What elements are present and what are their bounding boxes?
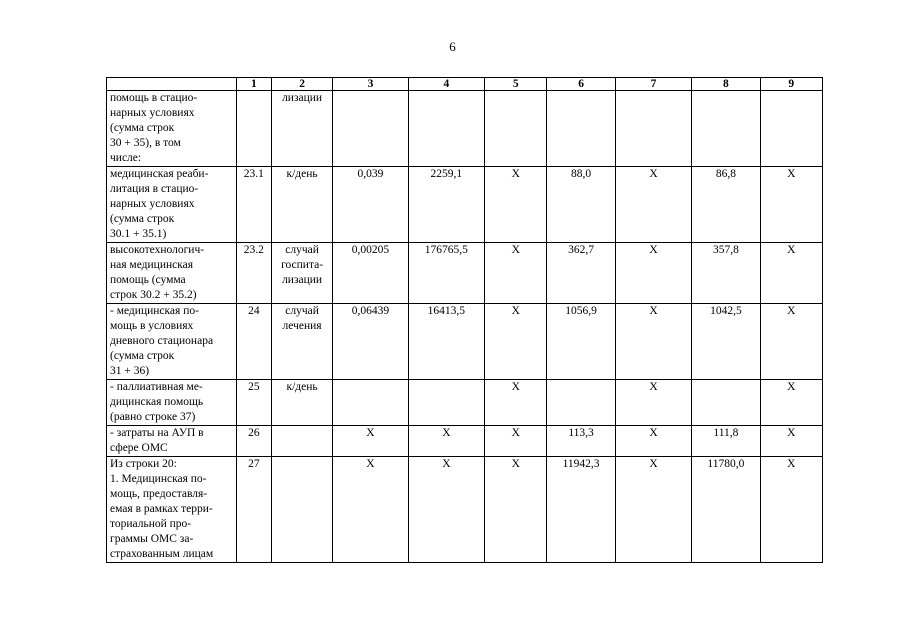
header-cell: 9 — [760, 78, 822, 91]
table-cell — [485, 91, 547, 167]
table-cell: к/день — [271, 167, 332, 243]
table-cell: случай лечения — [271, 304, 332, 380]
table-row — [107, 167, 823, 243]
table-cell — [236, 91, 271, 167]
table-cell: 27 — [236, 457, 271, 563]
table-cell — [408, 380, 484, 426]
row-name-cell: Из строки 20: 1. Медицинская по- мощь, предоставля- емая в рамках терри- ториальной про- граммы ОМС за- страхованным лицам — [107, 457, 237, 563]
table-cell: 0,039 — [333, 167, 408, 243]
table-header-row — [107, 78, 823, 91]
header-cell: 2 — [271, 78, 332, 91]
header-cell: 5 — [485, 78, 547, 91]
table-cell: 357,8 — [692, 243, 760, 304]
header-cell: 6 — [547, 78, 615, 91]
table-row — [107, 243, 823, 304]
table-cell: Х — [485, 167, 547, 243]
table-cell — [271, 426, 332, 457]
table-cell: Х — [485, 243, 547, 304]
table-cell — [408, 91, 484, 167]
table-cell: 16413,5 — [408, 304, 484, 380]
table-cell: 86,8 — [692, 167, 760, 243]
table-cell: 11780,0 — [692, 457, 760, 563]
table-cell: 23.1 — [236, 167, 271, 243]
row-name-cell: высокотехнологич- ная медицинская помощь (сумма строк 30.2 + 35.2) — [107, 243, 237, 304]
table-cell — [760, 91, 822, 167]
table-cell: Х — [615, 457, 691, 563]
table-row — [107, 380, 823, 426]
table-row — [107, 304, 823, 380]
header-cell: 4 — [408, 78, 484, 91]
page-number: 6 — [449, 39, 456, 54]
table-cell: 11942,3 — [547, 457, 615, 563]
table-cell: лизации — [271, 91, 332, 167]
table-cell: 176765,5 — [408, 243, 484, 304]
table-cell: Х — [760, 380, 822, 426]
row-name-cell: - паллиативная ме- дицинская помощь (равно строке 37) — [107, 380, 237, 426]
header-cell: 1 — [236, 78, 271, 91]
table-cell: 1056,9 — [547, 304, 615, 380]
table-cell — [615, 91, 691, 167]
table-cell: Х — [485, 304, 547, 380]
table-cell: Х — [615, 380, 691, 426]
table-cell: 0,00205 — [333, 243, 408, 304]
table-row — [107, 457, 823, 563]
table-cell: Х — [408, 426, 484, 457]
table-cell: Х — [615, 426, 691, 457]
table-cell: 362,7 — [547, 243, 615, 304]
row-name-cell: - медицинская по- мощь в условиях дневного стационара (сумма строк 31 + 36) — [107, 304, 237, 380]
table-cell: 88,0 — [547, 167, 615, 243]
table-row — [107, 426, 823, 457]
row-name-cell: помощь в стацио- нарных условиях (сумма строк 30 + 35), в том числе: — [107, 91, 237, 167]
table-cell: Х — [408, 457, 484, 563]
header-cell: 7 — [615, 78, 691, 91]
table-cell: Х — [760, 304, 822, 380]
table-cell: 111,8 — [692, 426, 760, 457]
table-cell — [333, 380, 408, 426]
table-cell: Х — [760, 457, 822, 563]
row-name-cell: - затраты на АУП в сфере ОМС — [107, 426, 237, 457]
row-name-cell: медицинская реаби- литация в стацио- нарных условиях (сумма строк 30.1 + 35.1) — [107, 167, 237, 243]
table-cell: Х — [615, 243, 691, 304]
table-cell: 24 — [236, 304, 271, 380]
table-cell: 2259,1 — [408, 167, 484, 243]
table-cell: Х — [760, 167, 822, 243]
data-table — [106, 77, 823, 563]
table-cell — [692, 91, 760, 167]
table-cell — [333, 91, 408, 167]
table-cell: Х — [333, 457, 408, 563]
table-cell: 1042,5 — [692, 304, 760, 380]
table-cell: к/день — [271, 380, 332, 426]
table-cell: Х — [485, 457, 547, 563]
table-row — [107, 91, 823, 167]
header-cell — [107, 78, 237, 91]
table-cell: 23.2 — [236, 243, 271, 304]
header-cell: 8 — [692, 78, 760, 91]
table-cell — [271, 457, 332, 563]
table-cell — [692, 380, 760, 426]
table-cell: Х — [485, 426, 547, 457]
table-cell: 113,3 — [547, 426, 615, 457]
table-cell: Х — [615, 304, 691, 380]
table-cell: Х — [760, 243, 822, 304]
table-cell: 0,06439 — [333, 304, 408, 380]
table-cell: Х — [333, 426, 408, 457]
table-cell: 26 — [236, 426, 271, 457]
table-cell — [547, 91, 615, 167]
table-cell: Х — [760, 426, 822, 457]
table-cell: Х — [485, 380, 547, 426]
table-cell — [547, 380, 615, 426]
table-cell: случай госпита- лизации — [271, 243, 332, 304]
table-cell: 25 — [236, 380, 271, 426]
header-cell: 3 — [333, 78, 408, 91]
table-cell: Х — [615, 167, 691, 243]
